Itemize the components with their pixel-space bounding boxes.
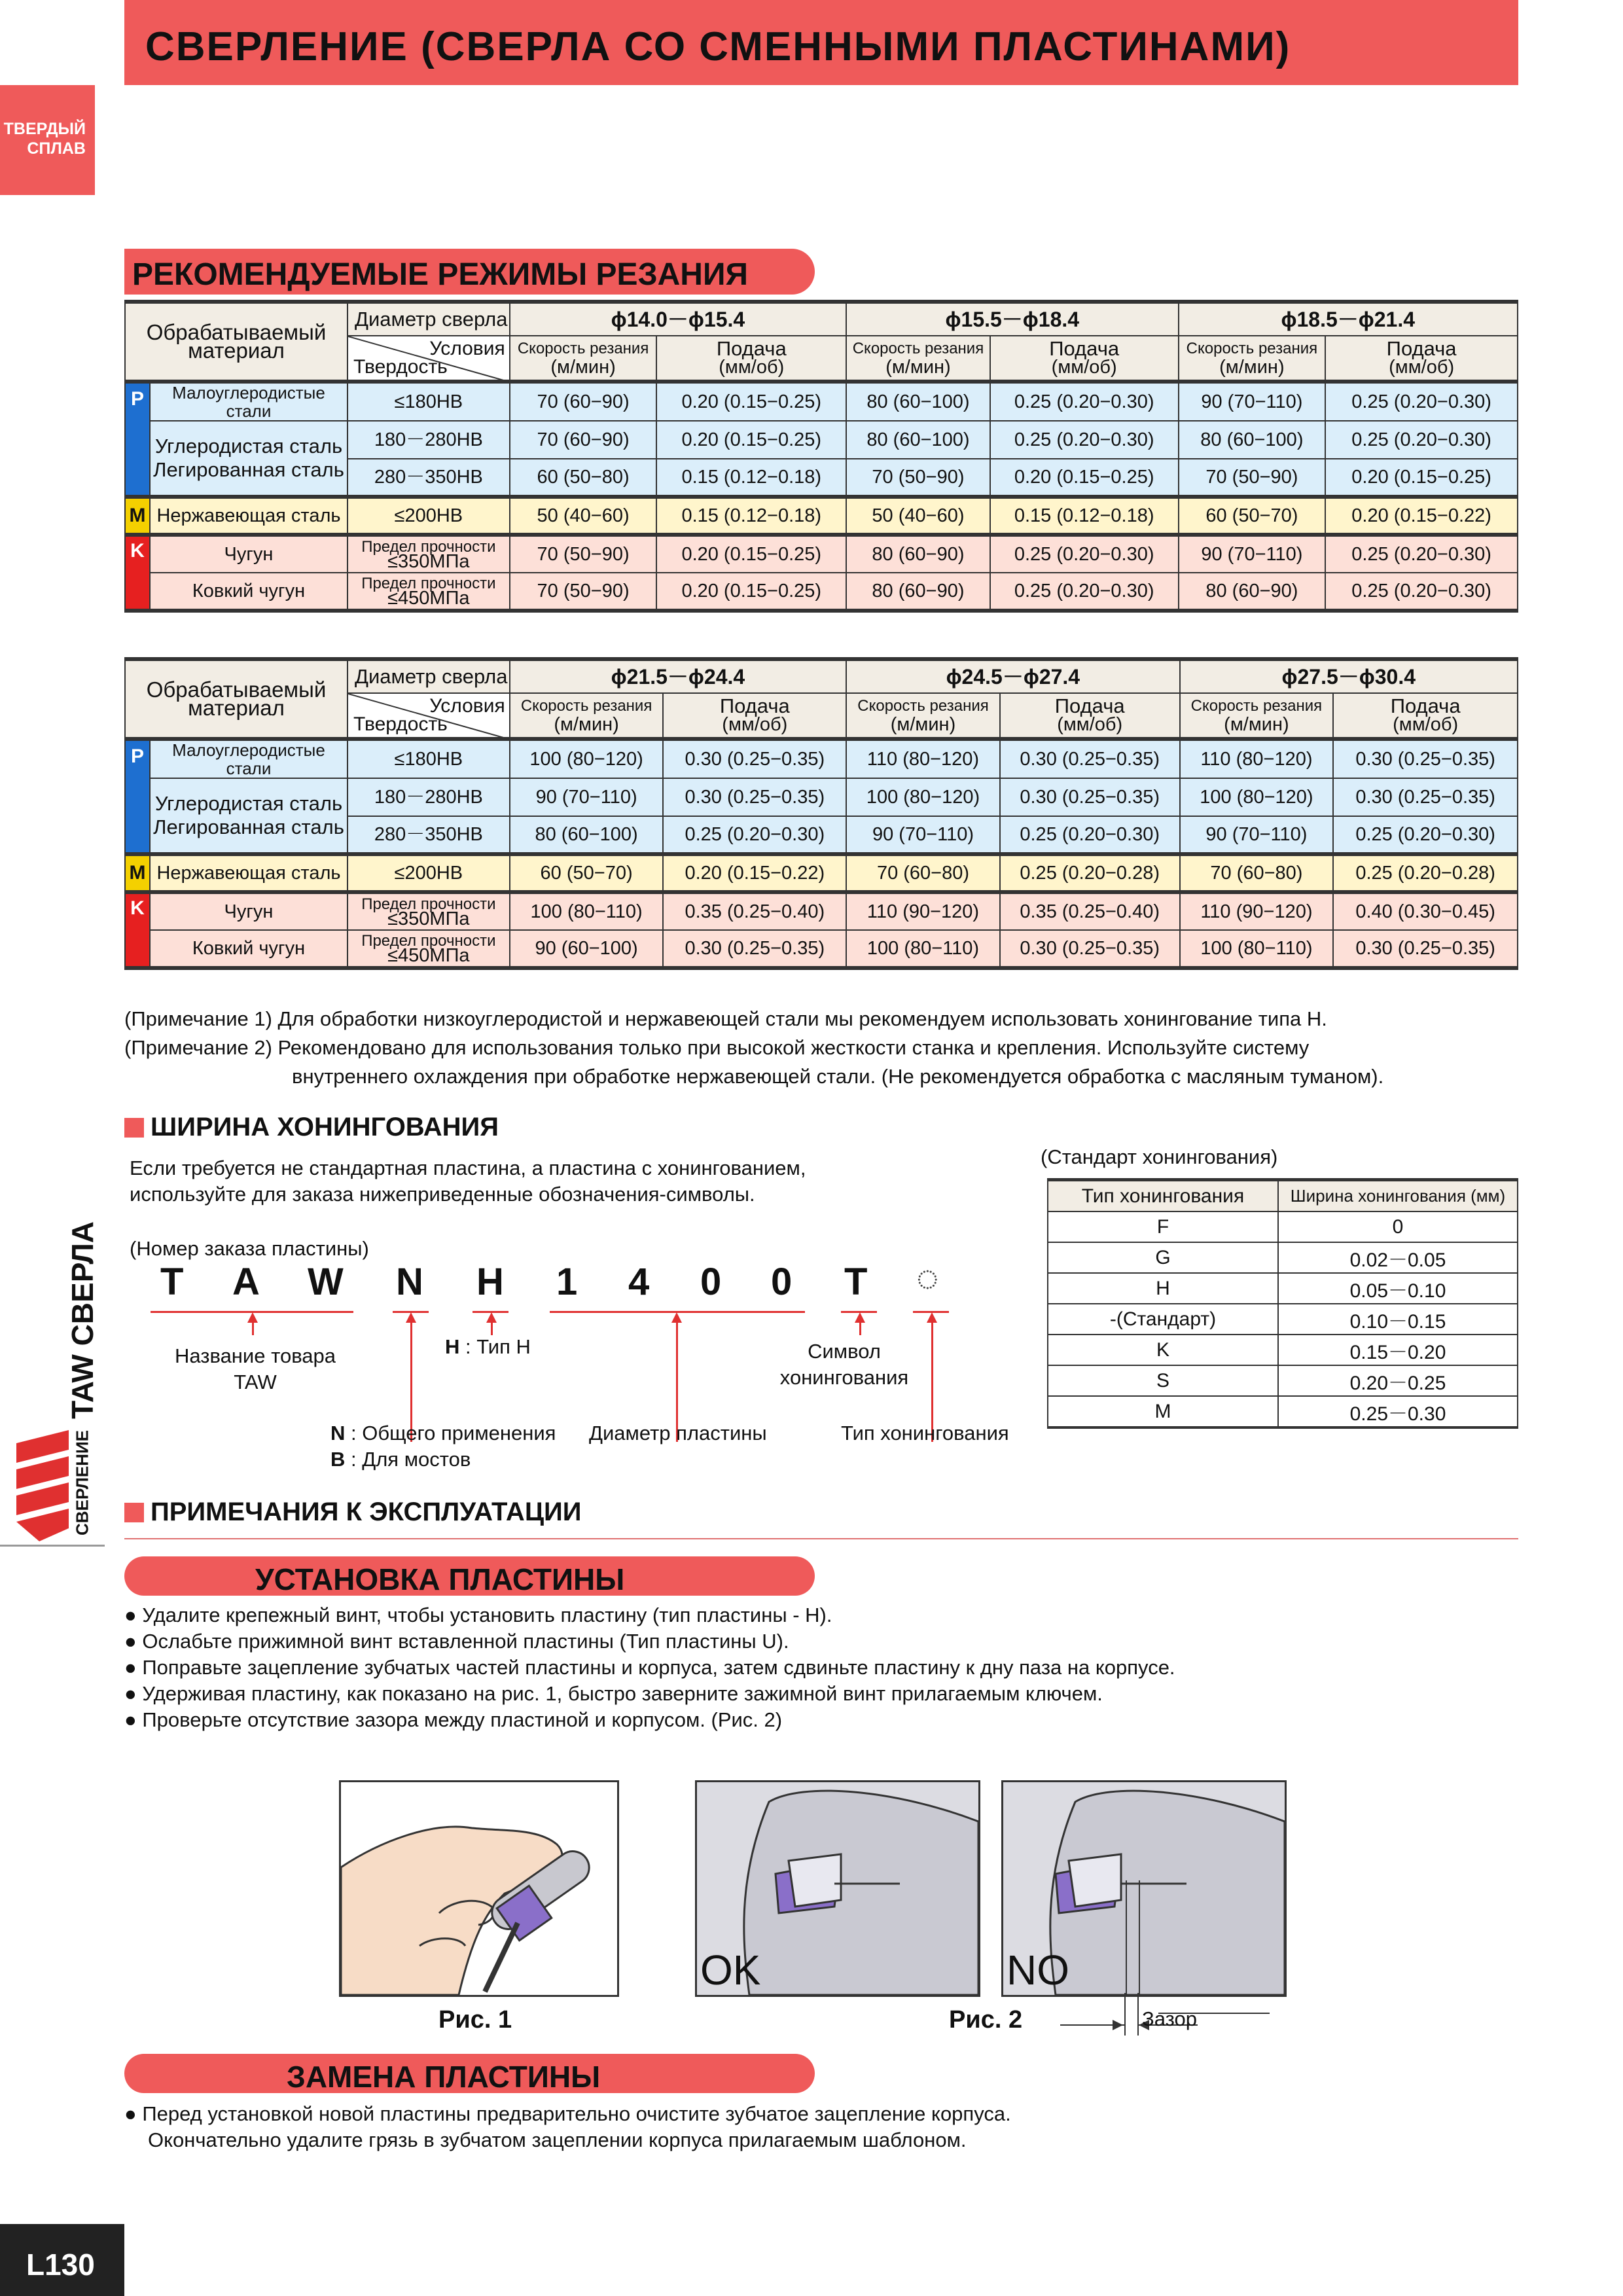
side-tab-line2: СПЛАВ bbox=[27, 139, 86, 158]
range-header: ϕ15.5－ϕ18.4 bbox=[846, 302, 1178, 336]
list-item: ● Поправьте зацепление зубчатых частей пластины и корпуса, затем сдвиньте пластину к дну паза на корпусе. bbox=[124, 1656, 1175, 1679]
label-honing-type: Тип хонингования bbox=[841, 1422, 1009, 1444]
material-name: Ковкий чугун bbox=[150, 573, 348, 611]
conditions-label: Условия bbox=[429, 338, 505, 359]
hardness-value: ≤200HB bbox=[348, 854, 510, 892]
table-cell: 0.25 (0.20−0.30) bbox=[1325, 573, 1518, 611]
page-header bbox=[124, 0, 1518, 85]
hardness-value: Предел прочности ≤350МПа bbox=[348, 535, 510, 573]
note-1: (Примечание 1) Для обработки низкоуглеродистой и нержавеющей стали мы рекомендуем использовать хонингование типа H. bbox=[124, 1007, 1327, 1030]
note-2-cont: внутреннего охлаждения при обработке нержавеющей стали. (Не рекомендуется обработка с масляным туманом). bbox=[292, 1065, 1384, 1088]
table-cell: 70 (50−90) bbox=[510, 573, 657, 611]
table-cell: 110 (80−120) bbox=[1180, 739, 1334, 778]
table-cell: 90 (60−100) bbox=[510, 930, 664, 968]
honing-type-cell: -(Стандарт) bbox=[1048, 1304, 1278, 1335]
label-bridge: B : Для мостов bbox=[330, 1448, 471, 1471]
code-letter: 1 bbox=[556, 1261, 578, 1303]
table-cell: 70 (60−90) bbox=[510, 421, 657, 459]
group-p-tag: P bbox=[125, 382, 150, 497]
arrow-t bbox=[859, 1321, 861, 1335]
honing-width-cell: 0.05－0.10 bbox=[1278, 1273, 1518, 1304]
list-item: Окончательно удалите грязь в зубчатом зацеплении корпуса прилагаемым шаблоном. bbox=[148, 2128, 967, 2151]
table-cell: 80 (60−100) bbox=[1179, 421, 1326, 459]
material-name: Малоуглеродистые стали bbox=[150, 739, 348, 778]
table-cell: 80 (60−100) bbox=[846, 421, 990, 459]
label-insert-diameter: Диаметр пластины bbox=[589, 1422, 767, 1444]
speed-header: Скорость резания (м/мин) bbox=[510, 693, 664, 739]
material-name: Чугун bbox=[150, 535, 348, 573]
table-cell: 90 (70−110) bbox=[1179, 535, 1326, 573]
table-cell: 100 (80−110) bbox=[510, 892, 664, 930]
table-cell: 60 (50−70) bbox=[1179, 497, 1326, 535]
honing-standard-label: (Стандарт хонингования) bbox=[1041, 1145, 1278, 1168]
figure-2-ok bbox=[695, 1780, 980, 1997]
hardness-value: 180－280HB bbox=[348, 778, 510, 816]
conditions-label: Условия bbox=[429, 695, 505, 717]
page-number: L130 bbox=[26, 2248, 95, 2282]
table-cell: 0.20 (0.15−0.25) bbox=[990, 459, 1179, 497]
hardness-value: 180－280HB bbox=[348, 421, 510, 459]
group-m-tag: M bbox=[125, 497, 150, 535]
group-p-tag: P bbox=[125, 739, 150, 854]
range-header: ϕ24.5－ϕ27.4 bbox=[846, 659, 1179, 693]
feed-header: Подача (мм/об) bbox=[1325, 336, 1518, 382]
code-letter: H bbox=[476, 1261, 504, 1303]
feed-header: Подача (мм/об) bbox=[990, 336, 1179, 382]
table-cell: 0.25 (0.20−0.30) bbox=[990, 573, 1179, 611]
honing-type-cell: H bbox=[1048, 1273, 1278, 1304]
table-cell: 0.25 (0.20−0.30) bbox=[990, 382, 1179, 421]
table-cell: 0.30 (0.25−0.35) bbox=[1333, 778, 1518, 816]
table-cell: 0.30 (0.25−0.35) bbox=[1000, 930, 1180, 968]
honing-width-cell: 0.10－0.15 bbox=[1278, 1304, 1518, 1335]
table-cell: 0.15 (0.12−0.18) bbox=[656, 459, 846, 497]
honing-width-cell: 0.02－0.05 bbox=[1278, 1242, 1518, 1273]
honing-type-cell: S bbox=[1048, 1365, 1278, 1396]
hardness-value: 280－350HB bbox=[348, 459, 510, 497]
drill-logo-icon bbox=[0, 1424, 72, 1554]
material-name: Чугун bbox=[150, 892, 348, 930]
code-letter: N bbox=[396, 1261, 423, 1303]
left-divider bbox=[0, 1545, 105, 1547]
list-item: ● Удалите крепежный винт, чтобы установить пластину (тип пластины - H). bbox=[124, 1604, 832, 1626]
table-cell: 0.30 (0.25−0.35) bbox=[663, 778, 846, 816]
conditions-hardness-cell bbox=[348, 693, 510, 739]
arrowhead bbox=[486, 1312, 497, 1323]
side-vertical-main: TAW СВЕРЛА bbox=[65, 1221, 99, 1419]
page-number-box bbox=[0, 2224, 124, 2296]
table-cell: 0.20 (0.15−0.25) bbox=[656, 535, 846, 573]
cutting-table-2 bbox=[124, 657, 1518, 970]
speed-header: Скорость резания (м/мин) bbox=[846, 693, 1000, 739]
table-cell: 90 (70−110) bbox=[510, 778, 664, 816]
honing-width-cell: 0.20－0.25 bbox=[1278, 1365, 1518, 1396]
code-letter: ◌ bbox=[916, 1257, 939, 1299]
code-letter: 4 bbox=[628, 1261, 650, 1303]
cutting-table-1 bbox=[124, 300, 1518, 613]
table-cell: 70 (50−90) bbox=[510, 535, 657, 573]
table-cell: 0.20 (0.15−0.25) bbox=[656, 573, 846, 611]
table-cell: 70 (50−90) bbox=[1179, 459, 1326, 497]
material-name: Углеродистая сталь Легированная сталь bbox=[150, 778, 348, 854]
table-cell: 0.25 (0.20−0.28) bbox=[1000, 854, 1180, 892]
arrow-taw bbox=[252, 1321, 254, 1335]
honing-section-title: ШИРИНА ХОНИНГОВАНИЯ bbox=[124, 1113, 499, 1142]
label-product-name: Название товара TAW bbox=[174, 1344, 336, 1393]
operation-section-title: ПРИМЕЧАНИЯ К ЭКСПЛУАТАЦИИ bbox=[124, 1498, 582, 1527]
table-cell: 50 (40−60) bbox=[846, 497, 990, 535]
table-cell: 90 (70−110) bbox=[846, 816, 1000, 854]
table-cell: 50 (40−60) bbox=[510, 497, 657, 535]
table-cell: 90 (70−110) bbox=[1179, 382, 1326, 421]
hardness-value: Предел прочности ≤450МПа bbox=[348, 930, 510, 968]
table-cell: 70 (50−90) bbox=[846, 459, 990, 497]
table-cell: 110 (90−120) bbox=[1180, 892, 1334, 930]
side-vertical-sub: СВЕРЛЕНИЕ bbox=[72, 1430, 92, 1535]
table-cell: 70 (60−80) bbox=[1180, 854, 1334, 892]
table-cell: 0.25 (0.20−0.30) bbox=[1325, 382, 1518, 421]
figure-2-no bbox=[1001, 1780, 1287, 1997]
table-cell: 110 (90−120) bbox=[846, 892, 1000, 930]
table-cell: 0.30 (0.25−0.35) bbox=[663, 930, 846, 968]
hardness-value: ≤200HB bbox=[348, 497, 510, 535]
code-letter: 0 bbox=[700, 1261, 722, 1303]
honing-width-cell: 0 bbox=[1278, 1211, 1518, 1242]
table-cell: 70 (60−80) bbox=[846, 854, 1000, 892]
table-cell: 70 (60−90) bbox=[510, 382, 657, 421]
diameter-header: Диаметр сверла bbox=[348, 302, 510, 336]
table-cell: 0.25 (0.20−0.30) bbox=[1000, 816, 1180, 854]
table-cell: 90 (70−110) bbox=[1180, 816, 1334, 854]
table-cell: 0.20 (0.15−0.25) bbox=[656, 421, 846, 459]
table-cell: 0.25 (0.20−0.28) bbox=[1333, 854, 1518, 892]
table-cell: 100 (80−110) bbox=[1180, 930, 1334, 968]
diameter-header: Диаметр сверла bbox=[348, 659, 510, 693]
table-cell: 0.25 (0.20−0.30) bbox=[1325, 535, 1518, 573]
table-cell: 0.30 (0.25−0.35) bbox=[1333, 930, 1518, 968]
feed-header: Подача (мм/об) bbox=[656, 336, 846, 382]
arrowhead bbox=[855, 1312, 865, 1323]
code-letter: 0 bbox=[771, 1261, 793, 1303]
table-cell: 60 (50−80) bbox=[510, 459, 657, 497]
table-cell: 0.30 (0.25−0.35) bbox=[663, 739, 846, 778]
hardness-label: Твердость bbox=[353, 713, 448, 735]
arrow-h bbox=[491, 1321, 493, 1335]
figure-1 bbox=[339, 1780, 619, 1997]
table-cell: 0.30 (0.25−0.35) bbox=[1000, 739, 1180, 778]
list-item: ● Перед установкой новой пластины предварительно очистите зубчатое зацепление корпуса. bbox=[124, 2102, 1011, 2125]
note-2: (Примечание 2) Рекомендовано для использования только при высокой жесткости станка и крепления. Используйте систему bbox=[124, 1036, 1310, 1059]
table-cell: 80 (60−90) bbox=[846, 573, 990, 611]
table-cell: 80 (60−90) bbox=[846, 535, 990, 573]
range-header: ϕ21.5－ϕ24.4 bbox=[510, 659, 846, 693]
label-general: N : Общего применения bbox=[330, 1422, 556, 1444]
label-type-h: H : Тип H bbox=[445, 1335, 531, 1358]
order-label: (Номер заказа пластины) bbox=[130, 1237, 369, 1260]
group-k-tag: K bbox=[125, 892, 150, 968]
material-name: Нержавеющая сталь bbox=[150, 497, 348, 535]
table-cell: 0.20 (0.15−0.25) bbox=[1325, 459, 1518, 497]
table-cell: 100 (80−120) bbox=[1180, 778, 1334, 816]
range-header: ϕ27.5－ϕ30.4 bbox=[1180, 659, 1518, 693]
table-cell: 0.25 (0.20−0.30) bbox=[990, 421, 1179, 459]
material-name: Нержавеющая сталь bbox=[150, 854, 348, 892]
table-cell: 0.30 (0.25−0.35) bbox=[1000, 778, 1180, 816]
ok-label: OK bbox=[700, 1946, 761, 1994]
table-cell: 0.25 (0.20−0.30) bbox=[663, 816, 846, 854]
side-tab bbox=[0, 85, 95, 195]
table-cell: 0.15 (0.12−0.18) bbox=[990, 497, 1179, 535]
honing-width-cell: 0.25－0.30 bbox=[1278, 1396, 1518, 1427]
arrowhead bbox=[671, 1312, 682, 1323]
speed-header: Скорость резания (м/мин) bbox=[510, 336, 657, 382]
table-cell: 0.30 (0.25−0.35) bbox=[1333, 739, 1518, 778]
hardness-value: Предел прочности ≤350МПа bbox=[348, 892, 510, 930]
figure-2-caption: Рис. 2 bbox=[949, 2006, 1023, 2034]
label-honing-symbol: Символ хонингования bbox=[779, 1340, 909, 1389]
table-cell: 100 (80−120) bbox=[510, 739, 664, 778]
figure-1-caption: Рис. 1 bbox=[438, 2006, 512, 2034]
code-letter: W bbox=[308, 1261, 344, 1303]
table-cell: 110 (80−120) bbox=[846, 739, 1000, 778]
table-cell: 0.25 (0.20−0.30) bbox=[1325, 421, 1518, 459]
group-m-tag: M bbox=[125, 854, 150, 892]
material-header: Обрабатываемый материал bbox=[125, 659, 348, 739]
material-name: Углеродистая сталь Легированная сталь bbox=[150, 421, 348, 497]
install-section-title: УСТАНОВКА ПЛАСТИНЫ bbox=[124, 1556, 815, 1596]
code-letter: T bbox=[160, 1261, 184, 1303]
code-letter: T bbox=[844, 1261, 868, 1303]
honing-table-header: Ширина хонингования (мм) bbox=[1278, 1180, 1518, 1212]
table-cell: 0.35 (0.25−0.40) bbox=[663, 892, 846, 930]
feed-header: Подача (мм/об) bbox=[1333, 693, 1518, 739]
hardness-value: Предел прочности ≤450МПа bbox=[348, 573, 510, 611]
material-name: Малоуглеродистые стали bbox=[150, 382, 348, 421]
table-cell: 80 (60−90) bbox=[1179, 573, 1326, 611]
feed-header: Подача (мм/об) bbox=[663, 693, 846, 739]
table-cell: 0.20 (0.15−0.22) bbox=[1325, 497, 1518, 535]
order-code bbox=[151, 1253, 969, 1319]
honing-type-cell: F bbox=[1048, 1211, 1278, 1242]
table-cell: 0.15 (0.12−0.18) bbox=[656, 497, 846, 535]
arrowhead bbox=[406, 1312, 416, 1323]
conditions-hardness-cell bbox=[348, 336, 510, 382]
table-cell: 100 (80−110) bbox=[846, 930, 1000, 968]
range-header: ϕ14.0－ϕ15.4 bbox=[510, 302, 846, 336]
table-cell: 0.35 (0.25−0.40) bbox=[1000, 892, 1180, 930]
replace-section-title: ЗАМЕНА ПЛАСТИНЫ bbox=[124, 2054, 815, 2093]
list-item: ● Удерживая пластину, как показано на рис. 1, быстро заверните зажимной винт прилагаемым ключем. bbox=[124, 1682, 1103, 1705]
table-cell: 0.20 (0.15−0.22) bbox=[663, 854, 846, 892]
speed-header: Скорость резания (м/мин) bbox=[846, 336, 990, 382]
no-label: NO bbox=[1007, 1946, 1069, 1994]
honing-table-header: Тип хонингования bbox=[1048, 1180, 1278, 1212]
table-cell: 0.20 (0.15−0.25) bbox=[656, 382, 846, 421]
table-cell: 80 (60−100) bbox=[846, 382, 990, 421]
material-name: Ковкий чугун bbox=[150, 930, 348, 968]
feed-header: Подача (мм/об) bbox=[1000, 693, 1180, 739]
honing-table bbox=[1047, 1178, 1518, 1429]
hardness-value: ≤180HB bbox=[348, 382, 510, 421]
honing-type-cell: G bbox=[1048, 1242, 1278, 1273]
honing-type-cell: M bbox=[1048, 1396, 1278, 1427]
code-letter: A bbox=[232, 1261, 260, 1303]
table-cell: 80 (60−100) bbox=[510, 816, 664, 854]
honing-intro: Если требуется не стандартная пластина, а пластина с хонингованием, используйте для заказа нижеприведенные обозначения-символы. bbox=[130, 1157, 806, 1206]
range-header: ϕ18.5－ϕ21.4 bbox=[1179, 302, 1518, 336]
table-cell: 0.25 (0.20−0.30) bbox=[1333, 816, 1518, 854]
group-k-tag: K bbox=[125, 535, 150, 611]
hardness-label: Твердость bbox=[353, 356, 448, 378]
honing-width-cell: 0.15－0.20 bbox=[1278, 1335, 1518, 1365]
page-title: СВЕРЛЕНИЕ (СВЕРЛА СО СМЕННЫМИ ПЛАСТИНАМИ) bbox=[145, 24, 1291, 69]
install-list bbox=[124, 1602, 1175, 1733]
side-tab-line1: ТВЕРДЫЙ bbox=[3, 120, 86, 138]
arrowhead bbox=[927, 1312, 937, 1323]
honing-type-cell: K bbox=[1048, 1335, 1278, 1365]
table-cell: 60 (50−70) bbox=[510, 854, 664, 892]
material-header: Обрабатываемый материал bbox=[125, 302, 348, 382]
table-cell: 100 (80−120) bbox=[846, 778, 1000, 816]
list-item: ● Проверьте отсутствие зазора между пластиной и корпусом. (Рис. 2) bbox=[124, 1708, 783, 1731]
operation-divider bbox=[124, 1538, 1518, 1539]
hardness-value: ≤180HB bbox=[348, 739, 510, 778]
table-cell: 0.40 (0.30−0.45) bbox=[1333, 892, 1518, 930]
hardness-value: 280－350HB bbox=[348, 816, 510, 854]
replace-list bbox=[124, 2101, 1011, 2153]
table-cell: 0.25 (0.20−0.30) bbox=[990, 535, 1179, 573]
speed-header: Скорость резания (м/мин) bbox=[1180, 693, 1334, 739]
arrowhead bbox=[247, 1312, 258, 1323]
speed-header: Скорость резания (м/мин) bbox=[1179, 336, 1326, 382]
cutting-section-title: РЕКОМЕНДУЕМЫЕ РЕЖИМЫ РЕЗАНИЯ bbox=[124, 249, 815, 295]
list-item: ● Ослабьте прижимной винт вставленной пластины (Тип пластины U). bbox=[124, 1630, 789, 1653]
notes bbox=[124, 1005, 1383, 1091]
gap-label: Зазор bbox=[1142, 2007, 1197, 2030]
